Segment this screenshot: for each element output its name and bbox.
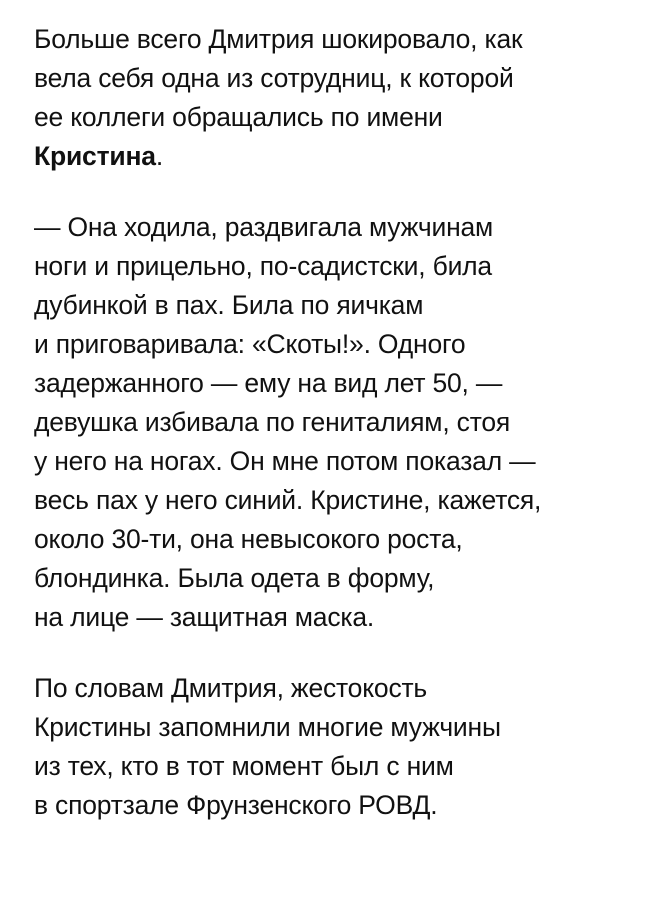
- text-line: у него на ногах. Он мне потом показал —: [34, 446, 536, 476]
- paragraph-3: [34, 669, 654, 825]
- text-line: — Она ходила, раздвигала мужчинам: [34, 212, 494, 242]
- bold-name: Кристина: [34, 141, 156, 171]
- text-line: около 30-ти, она невысокого роста,: [34, 524, 463, 554]
- text-line: из тех, кто в тот момент был с ним: [34, 751, 454, 781]
- text-line: Кристины запомнили многие мужчины: [34, 712, 501, 742]
- text-line: блондинка. Была одета в форму,: [34, 563, 435, 593]
- text-line: вела себя одна из сотрудниц, к которой: [34, 63, 514, 93]
- bold-suffix: .: [155, 141, 163, 171]
- text-line: задержанного — ему на вид лет 50, —: [34, 368, 503, 398]
- text-line: ноги и прицельно, по-садистски, била: [34, 251, 492, 281]
- text-line: девушка избивала по гениталиям, стоя: [34, 407, 511, 437]
- text-line: на лице — защитная маска.: [34, 602, 375, 632]
- paragraph-2: [34, 208, 654, 637]
- text-line: [34, 137, 654, 176]
- text-line: По словам Дмитрия, жестокость: [34, 673, 428, 703]
- text-line: Больше всего Дмитрия шокировало, как: [34, 24, 523, 54]
- text-line: и приговаривала: «Скоты!». Одного: [34, 329, 466, 359]
- text-line: весь пах у него синий. Кристине, кажется,: [34, 485, 542, 515]
- paragraph-1: [34, 20, 654, 176]
- text-line: ее коллеги обращались по имени: [34, 102, 443, 132]
- article-text: [34, 20, 654, 825]
- text-line: в спортзале Фрунзенского РОВД.: [34, 790, 438, 820]
- text-line: дубинкой в пах. Била по яичкам: [34, 290, 424, 320]
